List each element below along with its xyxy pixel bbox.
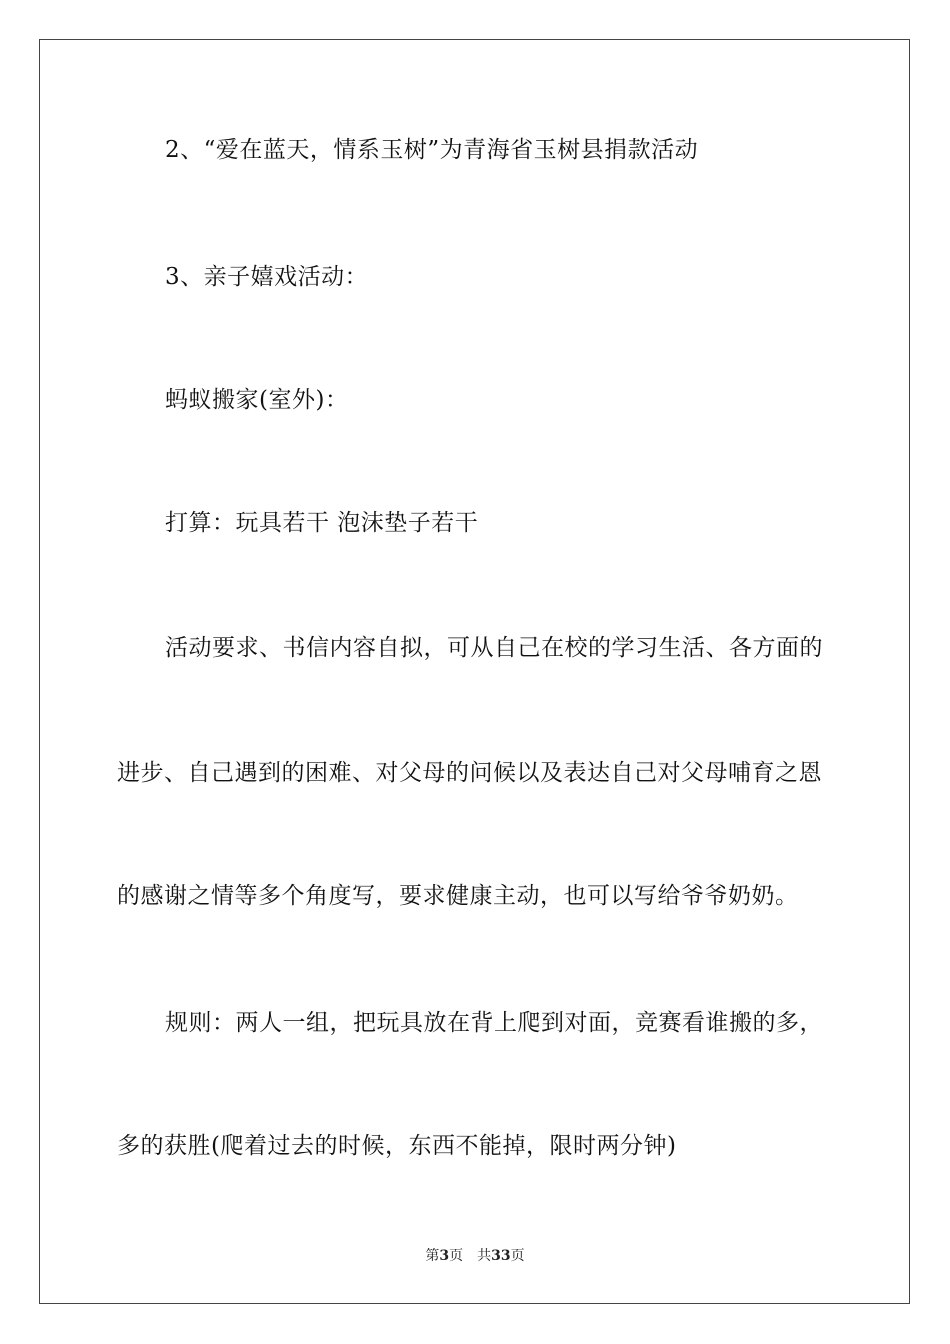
paragraph-parent-child-activity: 3、亲子嬉戏活动：	[165, 264, 369, 290]
page-prefix: 第	[425, 1248, 440, 1264]
paragraph-rules-line-1: 规则：两人一组，把玩具放在背上爬到对面，竞赛看谁搬的多，	[165, 1010, 823, 1036]
paragraph-requirements-line-3: 的感谢之情等多个角度写，要求健康主动，也可以写给爷爷奶奶。	[117, 883, 799, 909]
page-suffix: 页	[449, 1248, 464, 1264]
page-border	[39, 39, 910, 1304]
total-prefix: 共	[477, 1248, 492, 1264]
total-suffix: 页	[510, 1248, 525, 1264]
paragraph-requirements-line-1: 活动要求、书信内容自拟，可从自己在校的学习生活、各方面的	[165, 635, 823, 661]
paragraph-ant-moving: 蚂蚁搬家(室外)：	[165, 387, 349, 413]
paragraph-donation: 2、“爱在蓝天，情系玉树”为青海省玉树县捐款活动	[165, 137, 699, 163]
paragraph-rules-line-2: 多的获胜(爬着过去的时候，东西不能掉，限时两分钟)	[117, 1133, 677, 1159]
page-footer	[0, 1247, 950, 1265]
paragraph-preparation: 打算：玩具若干 泡沫垫子若干	[165, 510, 479, 536]
total-pages: 33	[491, 1248, 511, 1264]
paragraph-requirements-line-2: 进步、自己遇到的困难、对父母的问候以及表达自己对父母哺育之恩	[117, 760, 822, 786]
page-number: 3	[439, 1248, 450, 1264]
